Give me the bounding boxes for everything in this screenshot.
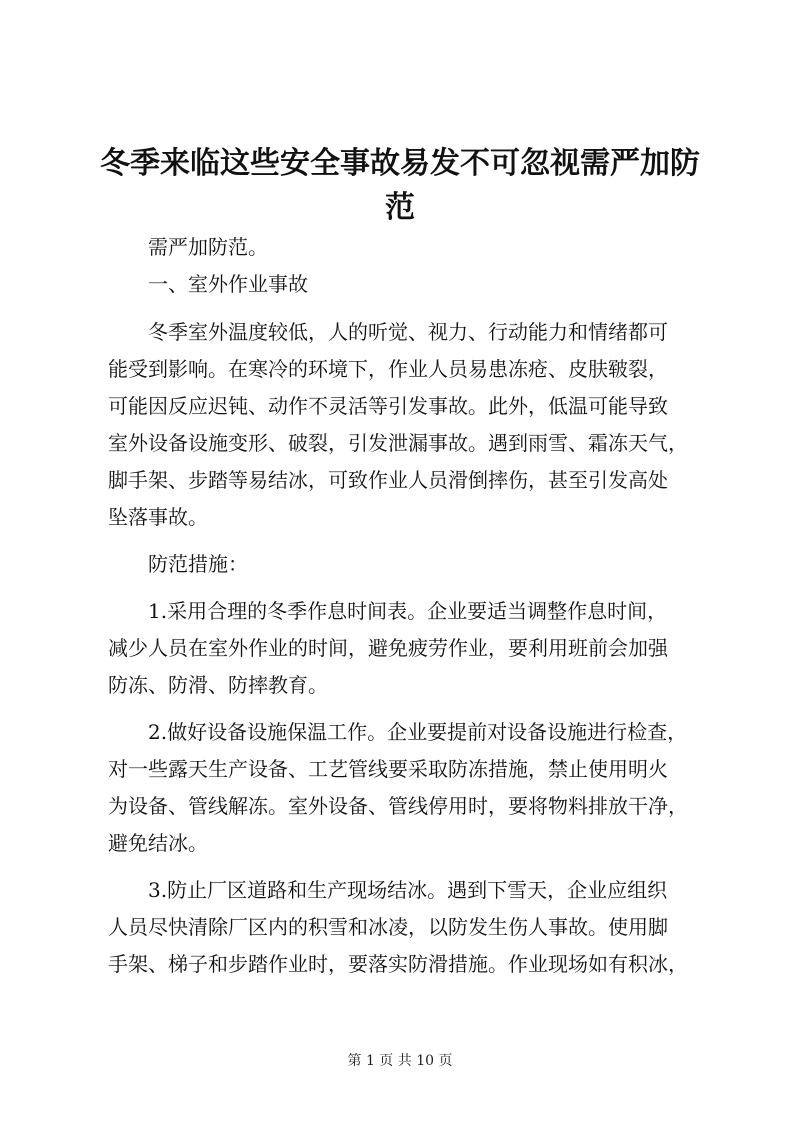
paragraph-line: 可能因反应迟钝、动作不灵活等引发事故。此外，低温可能导致 xyxy=(108,394,668,418)
paragraph-line: 对一些露天生产设备、工艺管线要采取防冻措施，禁止使用明火 xyxy=(108,757,668,781)
paragraph-line: 坠落事故。 xyxy=(108,505,208,529)
paragraph-line: 手架、梯子和步踏作业时，要落实防滑措施。作业现场如有积冰， xyxy=(108,952,688,976)
paragraph-line: 冬季室外温度较低，人的听觉、视力、行动能力和情绪都可 xyxy=(148,320,668,344)
paragraph-line: 避免结冰。 xyxy=(108,831,208,855)
paragraph-line: 室外设备设施变形、破裂，引发泄漏事故。遇到雨雪、霜冻天气， xyxy=(108,431,688,455)
paragraph-line: 减少人员在室外作业的时间，避免疲劳作业，要利用班前会加强 xyxy=(108,636,668,660)
paragraph-line: 为设备、管线解冻。室外设备、管线停用时，要将物料排放干净， xyxy=(108,794,688,818)
paragraph-line: 2.做好设备设施保温工作。企业要提前对设备设施进行检查， xyxy=(148,720,688,744)
paragraph-line: 需严加防范。 xyxy=(148,235,268,259)
section-heading: 一、室外作业事故 xyxy=(148,272,308,296)
paragraph-line: 脚手架、步踏等易结冰，可致作业人员滑倒摔伤，甚至引发高处 xyxy=(108,468,668,492)
paragraph-line: 人员尽快清除厂区内的积雪和冰凌，以防发生伤人事故。使用脚 xyxy=(108,915,668,939)
document-title-line-1: 冬季来临这些安全事故易发不可忽视需严加防 xyxy=(100,146,700,181)
page-footer: 第 1 页 共 10 页 xyxy=(347,1053,453,1069)
paragraph-line: 3.防止厂区道路和生产现场结冰。遇到下雪天，企业应组织 xyxy=(148,878,668,902)
section-heading: 防范措施： xyxy=(148,552,248,576)
paragraph-line: 防冻、防滑、防摔教育。 xyxy=(108,673,328,697)
paragraph-line: 能受到影响。在寒冷的环境下，作业人员易患冻疮、皮肤皲裂， xyxy=(108,357,668,381)
paragraph-line: 1.采用合理的冬季作息时间表。企业要适当调整作息时间， xyxy=(148,599,668,623)
document-title-line-2: 范 xyxy=(385,190,415,225)
